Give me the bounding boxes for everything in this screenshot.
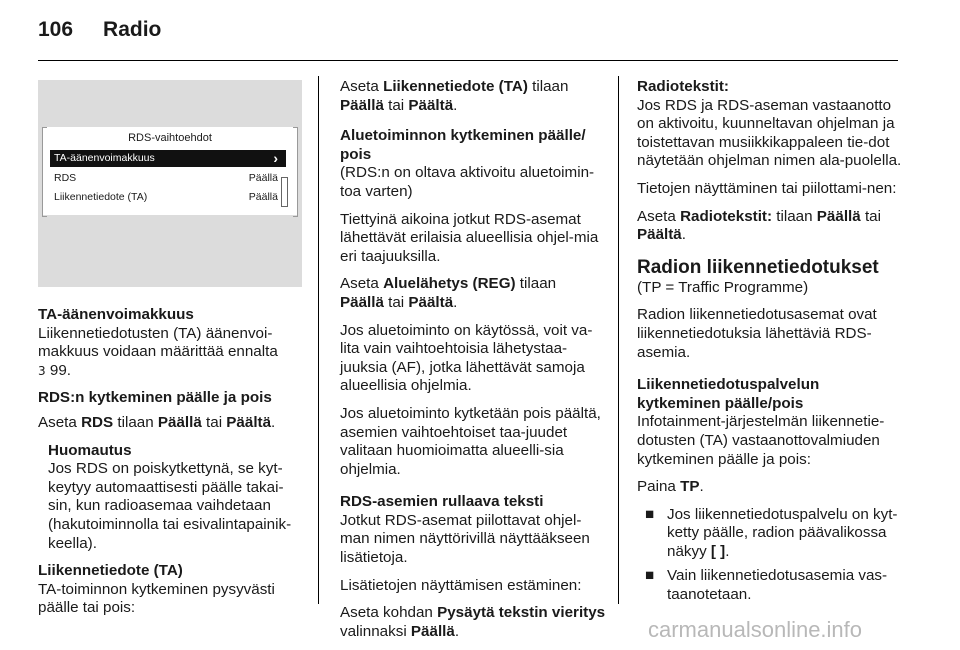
- text-bold: Pysäytä tekstin vieritys: [437, 604, 606, 622]
- text: Aseta kohdan: [340, 604, 438, 622]
- watermark: carmanualsonline.info: [648, 617, 863, 642]
- column-divider: [618, 76, 619, 604]
- heading-ta: Liikennetiedote (TA): [38, 562, 183, 580]
- text-bold: Päältä: [408, 293, 454, 311]
- page-header: [38, 18, 161, 42]
- column-2: [340, 78, 606, 650]
- paragraph: Jos aluetoiminto kytketään pois päältä, asemien vaihtoehtoiset taa-juudet valitaan huomioimatta alueelli-sia ohjelmia.: [340, 404, 601, 478]
- heading-ta-volume: TA-äänenvoimakkuus: [38, 306, 194, 323]
- paragraph: [38, 325, 306, 381]
- paragraph: [637, 208, 905, 245]
- paragraph: TA-toiminnon kytkeminen pysyvästi päälle tai pois:: [38, 580, 275, 617]
- text: .: [454, 622, 460, 640]
- heading-regional: Aluetoiminnon kytkeminen päälle/ pois: [340, 127, 586, 163]
- text: Aseta: [340, 275, 384, 293]
- text-bold: Päällä: [410, 622, 455, 640]
- text: tai: [201, 413, 227, 431]
- text: .: [453, 293, 458, 311]
- text-bold: Radiotekstit:: [680, 207, 773, 225]
- bullet-icon: ■: [645, 505, 655, 523]
- text: tai: [383, 96, 409, 114]
- text-bold: Päältä: [408, 96, 454, 114]
- display-screen: [42, 127, 298, 215]
- text: tilaan: [527, 78, 569, 95]
- text: tilaan: [772, 207, 817, 225]
- note-title: Huomautus: [48, 441, 132, 459]
- paragraph: [340, 78, 606, 115]
- text-bold: RDS: [81, 413, 114, 431]
- bullet-icon: ■: [645, 567, 655, 585]
- page-number: 106: [38, 18, 74, 41]
- text: Aseta: [637, 207, 681, 225]
- column-1: [38, 306, 306, 627]
- screen-title: RDS-vaihtoehdot: [128, 132, 212, 144]
- header-rule: [38, 60, 898, 61]
- paragraph: [340, 275, 606, 312]
- page-reference-icon: 3: [38, 363, 46, 378]
- list-item: [637, 506, 905, 562]
- text-bold: Päällä: [816, 207, 861, 225]
- menu-row-label: TA-äänenvoimakkuus: [54, 152, 155, 164]
- text: .: [699, 478, 704, 496]
- heading-traffic-announcements: Radion liikennetiedotukset: [637, 256, 879, 278]
- paragraph: (RDS:n on oltava aktivoitu aluetoimin-toa varten): [340, 164, 595, 200]
- paragraph: [637, 478, 905, 497]
- paragraph: (TP = Traffic Programme): [637, 278, 809, 296]
- menu-row-rds: [50, 170, 286, 187]
- text: .: [725, 542, 730, 560]
- menu-row-value: Päällä: [248, 172, 278, 184]
- text-bold: Päältä: [226, 413, 272, 431]
- heading-radiotext: Radiotekstit:: [637, 78, 729, 95]
- menu-row-label: Liikennetiedote (TA): [54, 191, 148, 203]
- text: .: [453, 96, 458, 114]
- paragraph: Jotkut RDS-asemat piilottavat ohjel-man nimen näyttörivillä näyttääkseen lisätietoja.: [340, 511, 590, 567]
- text-bold: Liikennetiedote (TA): [383, 78, 528, 95]
- text-bold: Päällä: [157, 413, 202, 431]
- text: Vain liikennetiedotusasemia vas-taanotetaan.: [667, 567, 888, 604]
- heading-traffic-service-toggle: Liikennetiedotuspalvelun kytkeminen päälle/pois: [637, 376, 820, 412]
- text: Liikennetiedotusten (TA) äänenvoi-makkuus voidaan määrittää ennalta: [38, 324, 278, 361]
- column-3: [637, 78, 905, 611]
- paragraph: [38, 414, 306, 433]
- paragraph: Radion liikennetiedotusasemat ovat liikennetiedotuksia lähettäviä RDS-asemia.: [637, 306, 877, 361]
- text: tai: [860, 207, 881, 225]
- text: tilaan: [515, 275, 557, 293]
- text: Aseta: [340, 78, 384, 95]
- text: Jos liikennetiedotuspalvelu on kyt-ketty päälle, radion päävalikossa näkyy: [667, 505, 898, 560]
- heading-scrolling-text: RDS-asemien rullaava teksti: [340, 493, 544, 511]
- text: .: [271, 413, 276, 431]
- rds-options-figure: [38, 80, 302, 287]
- heading-rds-toggle: RDS:n kytkeminen päälle ja pois: [38, 389, 272, 407]
- text: tilaan: [113, 413, 158, 431]
- text: valinnaksi: [340, 622, 411, 640]
- text-bold: Päällä: [340, 293, 384, 311]
- column-divider: [318, 76, 319, 604]
- chevron-right-icon: ›: [273, 150, 278, 166]
- paragraph: Jos RDS ja RDS-aseman vastaanotto on aktivoitu, kuunneltavan ohjelman ja toistettavan musiikkikappaleen tie-dot näytetään ohjelman nimen ala-puolella.: [637, 96, 902, 170]
- text-bold: Päältä: [637, 226, 682, 244]
- paragraph: [340, 604, 606, 641]
- scrollbar: [281, 177, 288, 207]
- list-item: [637, 567, 905, 604]
- paragraph: Lisätietojen näyttämisen estäminen:: [340, 576, 582, 594]
- note-box: [38, 442, 306, 554]
- paragraph: Infotainment-järjestelmän liikennetie-dotusten (TA) vastaanottovalmiuden kytkeminen päälle ja pois:: [637, 413, 885, 468]
- menu-row-ta: [50, 189, 286, 206]
- note-text: Jos RDS on poiskytkettynä, se kyt-keytyy automaattisesti päälle takai-sin, kun radioasemaa vaihdetaan (hakutoiminnolla tai esivalintapainik-keella).: [48, 460, 292, 552]
- section-title: Radio: [103, 18, 162, 41]
- text: Aseta: [38, 413, 82, 431]
- page-reference: 99.: [49, 361, 71, 379]
- paragraph: Jos aluetoiminto on käytössä, voit va-lita vain vaihtoehtoisia lähetystaa-juuksia (AF), jotka lähettävät samoja alueellisia ohjelmia.: [340, 321, 593, 395]
- text-bold: TP: [680, 478, 700, 496]
- menu-row-value: Päällä: [248, 191, 278, 203]
- menu-row-ta-volume: [50, 150, 286, 167]
- paragraph: Tietojen näyttäminen tai piilottami-nen:: [637, 179, 897, 197]
- text-bold: Päällä: [340, 96, 384, 114]
- text: tai: [383, 293, 409, 311]
- text: Paina: [637, 478, 681, 496]
- text-bold: Aluelähetys (REG): [383, 275, 516, 293]
- paragraph: Tiettyinä aikoina jotkut RDS-asemat lähettävät erilaisia alueellisia ohjel-mia eri taajuuksilla.: [340, 210, 599, 265]
- menu-row-label: RDS: [54, 172, 77, 184]
- text: .: [681, 226, 686, 244]
- text-bold: [ ]: [710, 542, 726, 560]
